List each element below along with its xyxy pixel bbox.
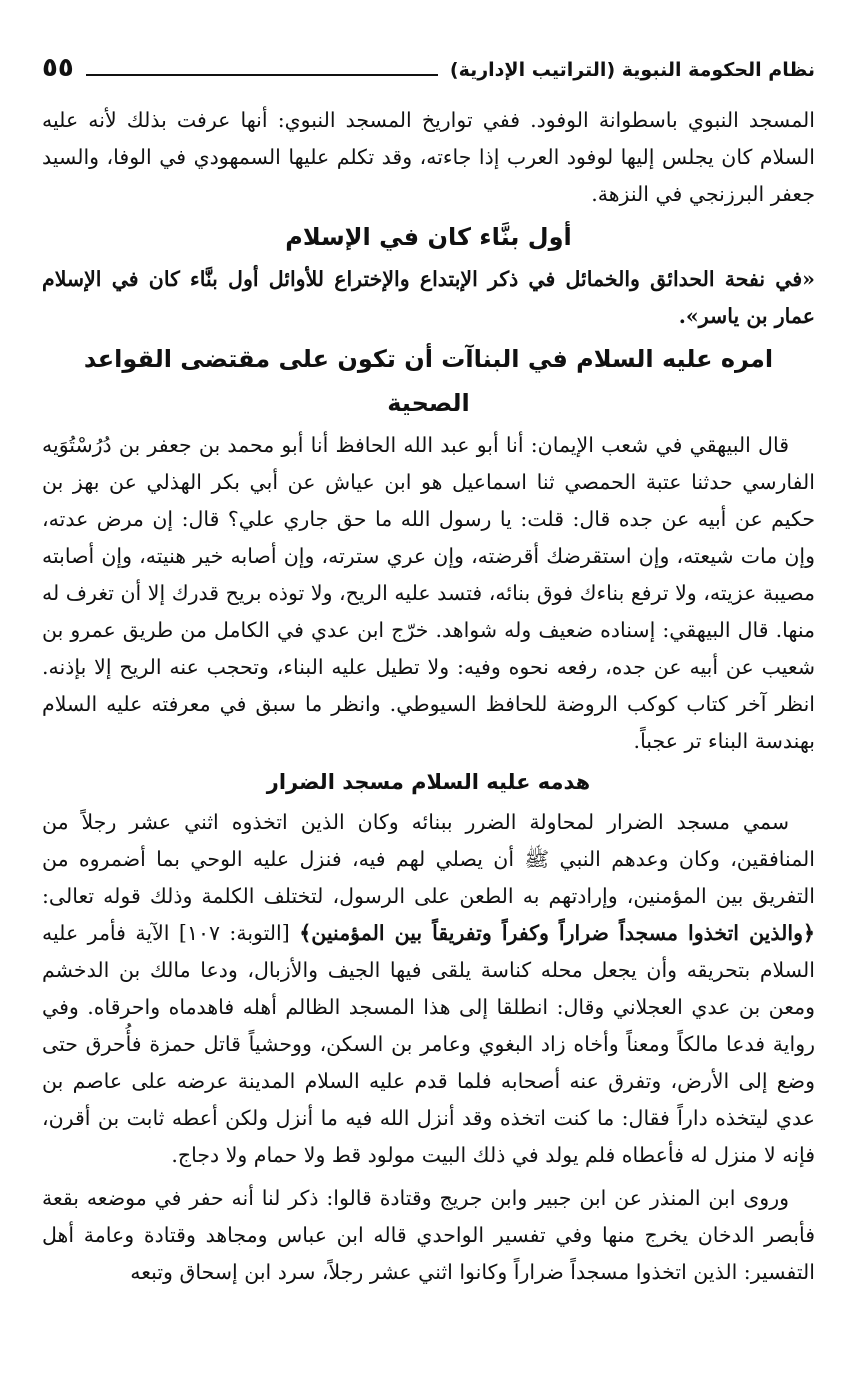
first-builder-quote: «في نفحة الحدائق والخمائل في ذكر الإبتداع والإختراع للأوائل أول بنَّاء كان في الإسلام عمار بن ياسر». [42, 267, 815, 328]
masjid-dirar-text-after-verse: [التوبة: ١٠٧] الآية فأمر عليه السلام بتحريقه وأن يجعل محله كناسة يلقى فيها الجيف والأزبال، ودعا مالك بن الدخشم ومعن بن عدي العجلاني وقال: انطلقا إلى هذا المسجد الظالم أهله فاهدماه واحرقاه. وفي رواية فدعا مالكاً ومعناً وأخاه زاد البغوي وعامر بن السكن، ووحشياً قاتل حمزة فأُحرق حتى وضع إلى الأرض، وتفرق عنه أصحابه فلما قدم عليه السلام المدينة عرضه على عاصم بن عدي ليتخذه داراً فقال: ما كنت اتخذه وقد أنزل الله فيه ما أنزل ولكن أعطه ثابت بن أقرن، فإنه لا منزل له فأعطاه فلم يولد في ذلك البيت مولود قط ولا حمام ولا دجاج. [42, 921, 815, 1167]
masjid-dirar-paragraph [42, 804, 815, 1174]
masjid-dirar-text-before-verse: سمي مسجد الضرار لمحاولة الضرر ببنائه وكان الذين اتخذوه اثني عشر رجلاً من المنافقين، وكان وعدهم النبي ﷺ أن يصلي لهم فيه، فنزل عليه الوحي بما أضمروه من التفريق بين المؤمنين، وإرادتهم به الطعن على الرسول، لتختلف الكلمة وذلك قوله تعالى: [42, 810, 815, 908]
running-title: نظام الحكومة النبوية (التراتيب الإدارية) [449, 59, 815, 82]
building-health-paragraph: قال البيهقي في شعب الإيمان: أنا أبو عبد الله الحافظ أنا أبو محمد بن جعفر بن دُرُسْتُوَيه الفارسي حدثنا عتبة الحمصي ثنا اسماعيل هو ابن عياش عن أبي بكر الهذلي عن بهز بن حكيم عن أبيه عن جده قال: قلت: يا رسول الله ما حق جاري علي؟ قال: إن مرض عدته، وإن مات شيعته، وإن استقرضك أقرضته، وإن عري سترته، وإن أصابه خير هنيته، وإن أصابته مصيبة عزيته، ولا ترفع بناءك فوق بنائه، فتسد عليه الريح، ولا توذه بريح قدرك إلا أن تغرف له منها. قال البيهقي: إسناده ضعيف وله شواهد. خرّج ابن عدي في الكامل من طريق عمرو بن شعيب عن أبيه عن جده، رفعه نحوه وفيه: ولا تطيل عليه البناء، وتحجب عنه الريح إلا بإذنه. انظر آخر كتاب كوكب الروضة للحافظ السيوطي. وانظر ما سبق في معرفته عليه السلام بهندسة البناء تر عجباً. [42, 433, 815, 753]
intro-paragraph: المسجد النبوي باسطوانة الوفود. ففي تواريخ المسجد النبوي: أنها عرفت بذلك لأنه عليه السلام كان يجلس إليها لوفود العرب إذا جاءته، وقد تكلم عليها السمهودي في الوفا، والسيد جعفر البرزنجي في النزهة. [42, 108, 815, 206]
running-header [42, 38, 815, 84]
book-page [42, 38, 815, 1291]
section-heading-masjid-dirar: هدمه عليه السلام مسجد الضرار [266, 770, 591, 794]
quran-verse: ﴿والذين اتخذوا مسجداً ضراراً وكفراً وتفريقاً بين المؤمنين﴾ [299, 921, 815, 945]
section-heading-building-health: امره عليه السلام في البناآت أن تكون على مقتضى القواعد الصحية [83, 345, 774, 417]
section-heading-first-builder: أول بنَّاء كان في الإسلام [285, 223, 572, 251]
ibn-mundhir-paragraph: وروى ابن المنذر عن ابن جبير وابن جريج وقتادة قالوا: ذكر لنا أنه حفر في موضعه بقعة فأبصر الدخان يخرج منها وفي تفسير الواحدي قاله ابن عباس ومجاهد وقتادة وعامة أهل التفسير: الذين اتخذوا مسجداً ضراراً وكانوا اثني عشر رجلاً، سرد ابن إسحاق وتبعه [42, 1186, 815, 1284]
page-number: ٥٥ [42, 52, 74, 83]
header-rule [86, 74, 438, 76]
